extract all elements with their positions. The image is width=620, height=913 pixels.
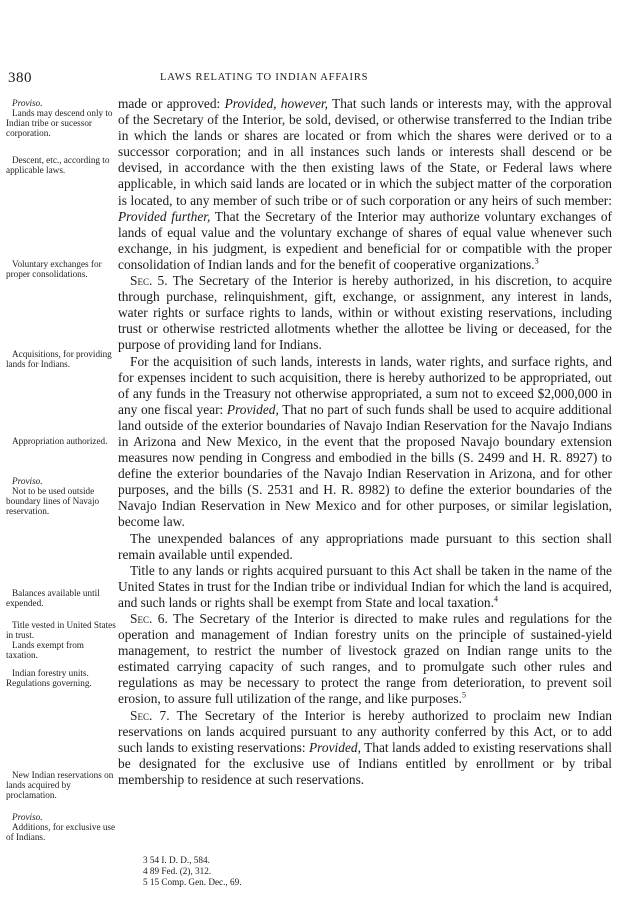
marginal-note: Proviso. Additions, for exclusive use of Indians. (6, 812, 116, 842)
footnote-ref: 5 (461, 691, 466, 700)
paragraph: made or approved: Provided, however, That such lands or interests may, with the approval of the Secretary of the Interior, be sold, devised, or otherwise transferred to the Indian tribe in which the lands or shares are located or from which the shares were derived or to a successor corporation; and in all instances such lands or interests shall descend or be devised, in accordance with the then existing laws of the State, or Federal laws where applicable, in which said lands are located or in which the subject matter of the corporation is located, to any member of such tribe or of such corporation or any heirs of such member: Provided further, That the Secretary of the Interior may authorize voluntary exchanges of lands of equal value and the voluntary exchange of shares of equal value whenever such exchange, in his judgment, is expedient and beneficial for or compatible with the proper consolidation of Indian lands and for the benefit of cooperative organizations.$^3$ (118, 96, 613, 272)
section-6: Sec. 6. The Secretary of the Interior is directed to make rules and regulations for the operation and management of Indian forestry units on the principle of sustained-yield management, to restrict the number of livestock grazed on Indian range units to the estimated carrying capacity of such ranges, and to promulgate such other rules and regulations as may be necessary to protect the range from deterioration, to prevent soil erosion, to assure full utilization of the range, and like purposes.$^5$ (118, 611, 612, 707)
paragraph: The unexpended balances of any appropriations made pursuant to this section shall remain available until expended. (118, 530, 612, 562)
footnote-ref: 3 (534, 256, 539, 266)
paragraph: Title to any lands or rights acquired pursuant to this Act shall be taken in the name of the United States in trust for the Indian tribe or individual Indian for which the land is acquired, and such lands or rights shall be exempt from State and local taxation.$^4$ (118, 562, 612, 610)
section-label: Sec. 5. (130, 273, 168, 289)
marginal-note: Appropriation authorized. (12, 436, 108, 446)
footnote: 4 89 Fed. (2), 312. (143, 866, 212, 876)
marginal-note: Balances available until expended. (6, 588, 100, 608)
marginal-note: New Indian reservations on lands acquired by proclamation. (6, 770, 114, 800)
page-number: 380 (8, 70, 32, 86)
section-label: Sec. 6. (130, 611, 168, 626)
section-7: Sec. 7. The Secretary of the Interior is hereby authorized to proclaim new Indian reservations on lands acquired pursuant to any authority conferred by this Act, or to add such lands to existing reservations: Provided, That lands added to existing reservations shall be designated for the exclusive use of Indians entitled by enrollment or by tribal membership to residence at such reservations. (118, 707, 612, 787)
footnotes (143, 855, 242, 888)
section-label: Sec. 7. (130, 707, 170, 723)
marginal-note: Proviso. Lands may descend only to Indian tribe or sucessor corporation. (6, 98, 113, 138)
marginal-note: Indian forestry units. Regulations governing. (6, 668, 92, 688)
marginal-note: Lands exempt from taxation. (6, 640, 84, 660)
paragraph: For the acquisition of such lands, interests in lands, water rights, and surface rights, and for expenses incident to such acquisition, there is hereby authorized to be appropriated, out of any funds in the Treasury not otherwise appropriated, a sum not to exceed $2,000,000 in any one fiscal year: Provided, That no part of such funds shall be used to acquire additional land outside of the exterior boundaries of Navajo Indian Reservation for the Navajo Indians in Arizona and New Mexico, in the event that the proposed Navajo boundary extension measures now pending in Congress and embodied in the bills (S. 2499 and H. R. 8927) to define the exterior boundaries of the Navajo Indian Reservation in Arizona, and for other purposes, and the bills (S. 2531 and H. R. 8982) to define the exterior boundaries of the Navajo Indian Reservation in New Mexico and for other purposes, or similar legislation, become law. (118, 353, 612, 530)
section-5: Sec. 5. The Secretary of the Interior is hereby authorized, in his discretion, to acquire through purchase, relinquishment, gift, exchange, or assignment, any interest in lands, water rights or surface rights to lands, within or without existing reservations, including trust or otherwise restricted allotments whether the allottee be living or deceased, for the purpose of providing land for Indians. (118, 273, 612, 353)
marginal-note: Acquisitions, for providing lands for Indians. (6, 349, 112, 369)
marginal-note: Proviso. Not to be used outside boundary lines of Navajo reservation. (6, 476, 100, 516)
footnote-ref: 4 (493, 594, 498, 604)
running-head: LAWS RELATING TO INDIAN AFFAIRS (160, 72, 369, 83)
marginal-note: Title vested in United States in trust. (6, 620, 116, 640)
marginal-note: Voluntary exchanges for proper consolidations. (6, 259, 102, 279)
footnote: 3 54 I. D. D., 584. (143, 855, 210, 865)
main-text (118, 96, 612, 788)
marginal-note: Descent, etc., according to applicable laws. (6, 155, 110, 175)
footnote: 5 15 Comp. Gen. Dec., 69. (143, 877, 242, 887)
